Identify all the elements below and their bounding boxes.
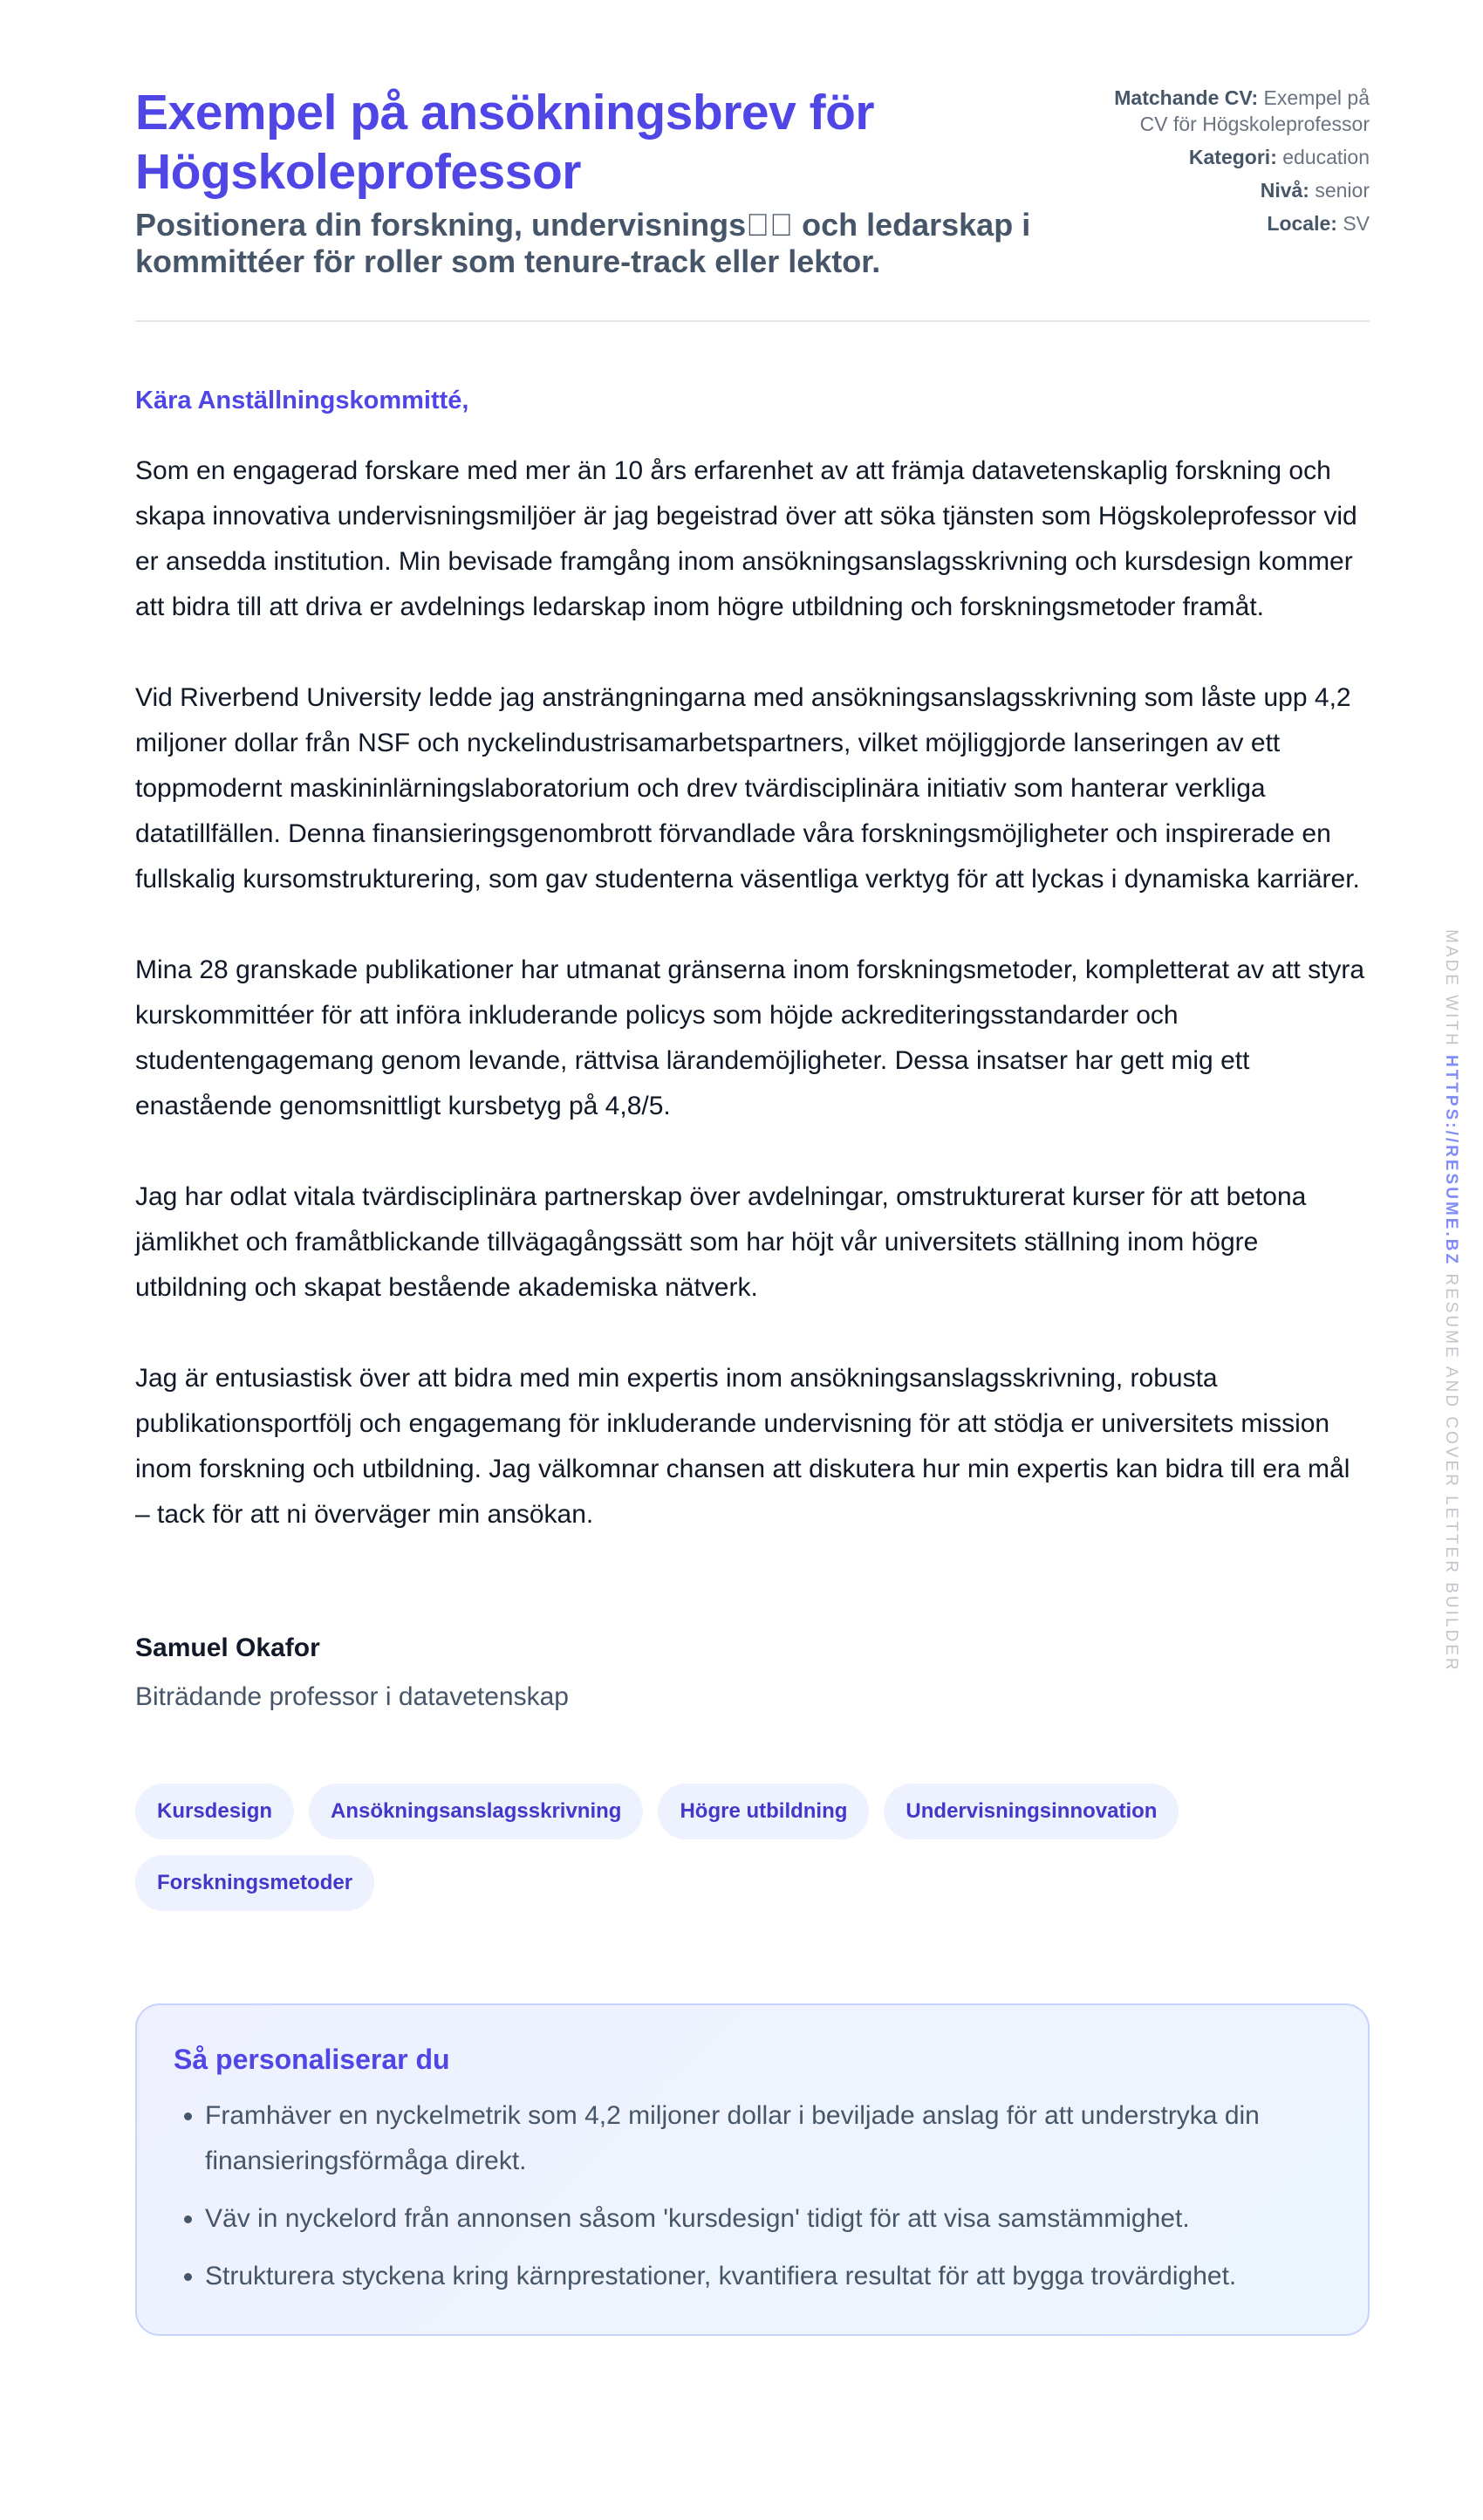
page-subtitle: Positionera din forskning, undervisnings   och ledarskap i kommittéer för roller som tenure-track eller lektor. [135, 207, 1031, 279]
tip-item: • Väv in nyckelord från annonsen såsom 'kursdesign' tidigt för att visa samstämmighet. [205, 2196, 1333, 2242]
letter-paragraph: Vid Riverbend University ledde jag ansträngningarna med ansökningsanslagsskrivning som låste upp 4,2 miljoner dollar från NSF och nyckelindustrisamarbetspartners, vilket möjliggjorde lanseringen av ett toppmodernt maskininlärningslaboratorium och drev tvärdisciplinära initiativ som hanterar verkliga datatillfällen. Denna finansieringsgenombrott förvandlade våra forskningsmöjligheter och inspirerade en fullskalig kursomstrukturering, som gav studenterna väsentliga verktyg för att lyckas i dynamiska karriärer. [135, 683, 1360, 894]
meta-key: Kategori: [1188, 146, 1277, 168]
letter-greeting: Kära Anställningskommitté, [135, 387, 469, 414]
watermark-link[interactable]: HTTPS://RESUME.BZ [1442, 1055, 1460, 1267]
watermark-prefix: MADE WITH [1442, 929, 1460, 1048]
meta-value: Exempel på CV för Högskoleprofessor [1139, 86, 1370, 135]
meta-value: SV [1343, 212, 1370, 235]
meta-key: Nivå: [1260, 179, 1309, 202]
meta-value: senior [1315, 179, 1370, 202]
signature-role: Biträdande professor i datavetenskap [135, 1682, 569, 1711]
meta-row-matching-cv [1082, 85, 1370, 137]
letter-paragraph: Mina 28 granskade publikationer har utmanat gränserna inom forskningsmetoder, kompletterat av att styra kurskommittéer för att införa inkluderande policys som höjde ackrediteringsstandarder och studentengagemang genom levande, rättvisa lärandemöjligheter. Dessa insatser har gett mig ett enastående genomsnittligt kursbetyg på 4,8/5. [135, 955, 1365, 1120]
header [135, 83, 1370, 322]
personalization-tips-box [135, 2003, 1370, 2336]
meta-key: Locale: [1267, 212, 1337, 235]
skill-tag: Forskningsmetoder [135, 1855, 374, 1911]
letter-body [135, 449, 1370, 1537]
signature-name: Samuel Okafor [135, 1633, 320, 1662]
meta-info [1082, 83, 1370, 243]
tips-title: Så personaliserar du [174, 2044, 450, 2075]
cover-letter-page [135, 83, 1370, 2336]
meta-row-level [1082, 177, 1370, 203]
skill-tags [135, 1784, 1269, 1911]
watermark-suffix: RESUME AND COVER LETTER BUILDER [1442, 1273, 1460, 1673]
skill-tag: Högre utbildning [658, 1784, 869, 1839]
letter-paragraph: Jag är entusiastisk över att bidra med min expertis inom ansökningsanslagsskrivning, robusta publikationsportfölj och engagemang för inkluderande undervisning för att stödja er universitets mission inom forskning och utbildning. Jag välkomnar chansen att diskutera hur min expertis kan bidra till era mål – tack för att ni överväger min ansökan. [135, 1364, 1350, 1529]
header-left [135, 83, 1051, 280]
tips-list [174, 2093, 1333, 2299]
meta-value: education [1282, 146, 1370, 168]
skill-tag: Ansökningsanslagsskrivning [309, 1784, 643, 1839]
meta-row-category [1082, 144, 1370, 170]
skill-tag: Kursdesign [135, 1784, 294, 1839]
skill-tag: Undervisningsinnovation [884, 1784, 1179, 1839]
page-title: Exempel på ansökningsbrev för Högskoleprofessor [135, 85, 875, 200]
made-with-watermark [1441, 929, 1460, 1673]
letter-paragraph: Jag har odlat vitala tvärdisciplinära partnerskap över avdelningar, omstrukturerat kurser för att betona jämlikhet och framåtblickande tillvägagångssätt som har höjt vår universitets ställning inom högre utbildning och skapat bestående akademiska nätverk. [135, 1182, 1307, 1302]
meta-row-locale [1082, 210, 1370, 236]
tip-item: • Framhäver en nyckelmetrik som 4,2 miljoner dollar i beviljade anslag för att understryka din finansieringsförmåga direkt. [205, 2093, 1333, 2184]
tip-item: • Strukturera styckena kring kärnprestationer, kvantifiera resultat för att bygga trovärdighet. [205, 2254, 1333, 2299]
meta-key: Matchande CV: [1114, 86, 1259, 109]
letter-paragraph: Som en engagerad forskare med mer än 10 års erfarenhet av att främja datavetenskaplig forskning och skapa innovativa undervisningsmiljöer är jag begeistrad över att söka tjänsten som Högskoleprofessor vid er ansedda institution. Min bevisade framgång inom ansökningsanslagsskrivning och kursdesign kommer att bidra till att driva er avdelnings ledarskap inom högre utbildning och forskningsmetoder framåt. [135, 456, 1357, 621]
